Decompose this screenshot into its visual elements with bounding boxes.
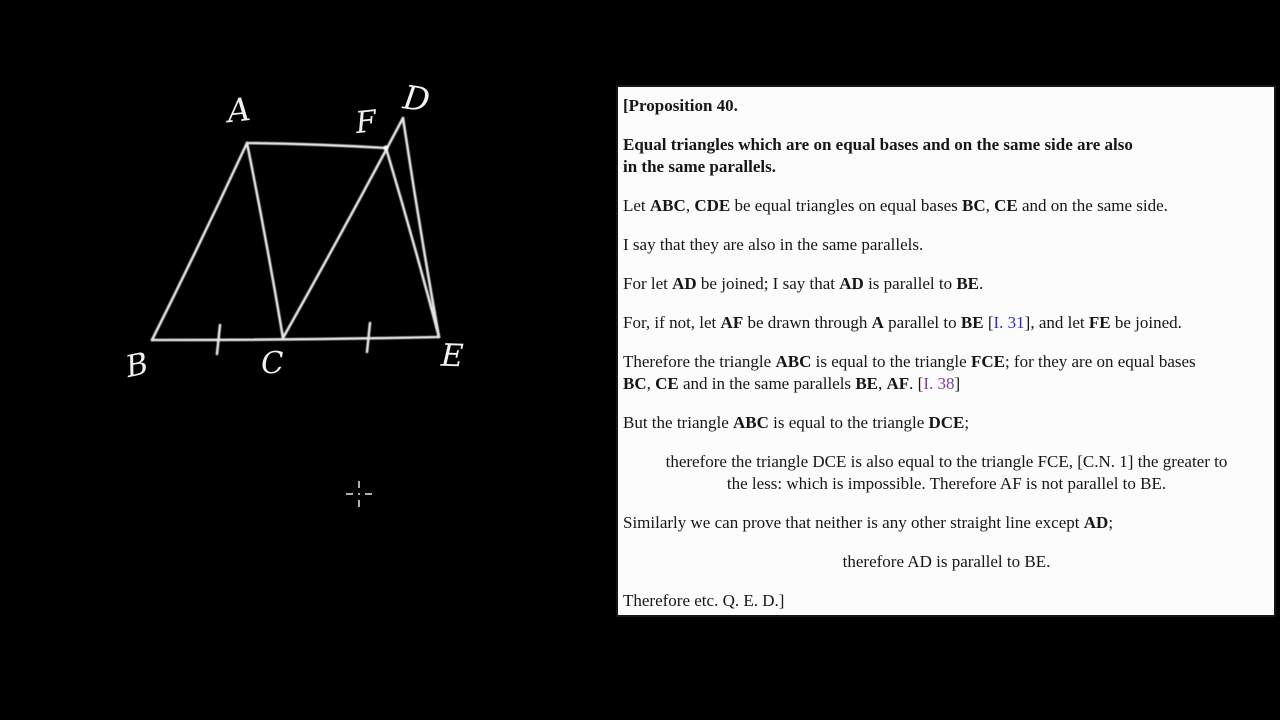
text-run-bold: BC <box>623 374 647 393</box>
text-run-bold: FE <box>1088 313 1111 332</box>
text-run: ] <box>954 374 961 393</box>
text-run: . <box>979 274 984 293</box>
text-run: . [ <box>909 374 924 393</box>
point-label-E: E <box>440 337 465 375</box>
text-run: therefore the triangle DCE is also equal to the triangle FCE, [C.N. 1] the greater to <box>665 452 1228 471</box>
text-run: Therefore the triangle <box>623 352 776 371</box>
text-run: I say that they are also in the same parallels. <box>623 235 924 254</box>
proposition-paragraph <box>623 234 1270 256</box>
text-run-bold: AD <box>1083 513 1109 532</box>
text-run-bold: CE <box>994 196 1018 215</box>
text-run: parallel to <box>883 313 961 332</box>
proposition-paragraph <box>623 312 1270 334</box>
text-run-bold: BE <box>855 374 878 393</box>
text-run-bold: in the same parallels. <box>623 157 776 176</box>
proposition-paragraph <box>623 551 1270 573</box>
proposition-paragraph <box>623 412 1270 434</box>
reference-link[interactable]: I. 31 <box>993 313 1025 332</box>
text-run: and on the same side. <box>1017 196 1168 215</box>
text-run: ; for they are on equal bases <box>1004 352 1196 371</box>
text-run: [ <box>983 313 994 332</box>
text-run: , <box>685 196 695 215</box>
proposition-paragraph <box>623 273 1270 295</box>
text-run: be joined; I say that <box>696 274 840 293</box>
point-label-D: D <box>400 77 433 120</box>
text-run-bold: AF <box>886 374 910 393</box>
text-run-bold: AF <box>720 313 744 332</box>
text-run: be equal triangles on equal bases <box>730 196 963 215</box>
text-run: ; <box>964 413 970 432</box>
text-run: Similarly we can prove that neither is any other straight line except <box>623 513 1084 532</box>
text-run: , <box>646 374 656 393</box>
text-run-bold: DCE <box>928 413 965 432</box>
text-run: is equal to the triangle <box>811 352 971 371</box>
text-run: Let <box>623 196 650 215</box>
text-run-bold: BE <box>956 274 980 293</box>
text-run: be drawn through <box>743 313 872 332</box>
text-run-bold: BE <box>960 313 984 332</box>
proposition-paragraph <box>623 590 1270 612</box>
text-run-bold: ABC <box>775 352 812 371</box>
text-run: Therefore etc. Q. E. D.] <box>623 591 785 610</box>
text-run-bold: Equal triangles which are on equal bases and on the same side are also <box>623 135 1133 154</box>
text-run-bold: AD <box>839 274 864 293</box>
proposition-paragraph <box>623 95 1270 117</box>
text-run-bold: A <box>871 313 884 332</box>
proposition-paragraph <box>623 451 1270 495</box>
text-run-bold: ABC <box>649 196 686 215</box>
crosshair-center-dot <box>358 493 360 495</box>
proposition-paragraph <box>623 512 1270 534</box>
text-run-bold: BC <box>962 196 986 215</box>
text-run: , <box>985 196 995 215</box>
text-run: and in the same parallels <box>678 374 856 393</box>
text-run: ; <box>1108 513 1114 532</box>
text-run-bold: AD <box>672 274 697 293</box>
text-run: the less: which is impossible. Therefore AF is not parallel to BE. <box>726 474 1167 493</box>
text-run-bold: CDE <box>694 196 731 215</box>
text-run: ], and let <box>1024 313 1089 332</box>
proposition-paragraph <box>623 351 1270 395</box>
proposition-paragraph <box>623 134 1270 178</box>
text-run-bold: CE <box>655 374 679 393</box>
point-label-C: C <box>260 345 285 382</box>
text-run-bold: ABC <box>733 413 769 432</box>
reference-link-visited[interactable]: I. 38 <box>923 374 955 393</box>
text-run-bold: [Proposition 40. <box>623 96 738 115</box>
text-run: be joined. <box>1110 313 1182 332</box>
text-run: For let <box>623 274 673 293</box>
proposition-paragraph <box>623 195 1270 217</box>
text-run: But the triangle <box>623 413 734 432</box>
point-label-F: F <box>353 104 379 142</box>
point-label-A: A <box>225 89 253 131</box>
text-run: is equal to the triangle <box>768 413 929 432</box>
text-run-bold: FCE <box>970 352 1005 371</box>
proposition-panel <box>616 85 1276 617</box>
text-run: , <box>878 374 887 393</box>
text-run: For, if not, let <box>623 313 721 332</box>
text-run: is parallel to <box>863 274 957 293</box>
point-label-B: B <box>122 346 152 386</box>
text-run: therefore AD is parallel to BE. <box>842 552 1051 571</box>
